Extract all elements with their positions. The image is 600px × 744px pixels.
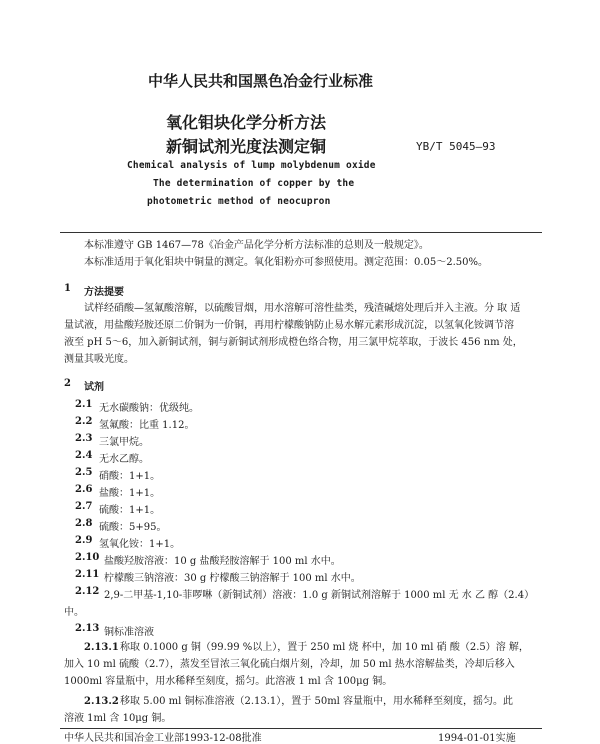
subitem-text-line: 称取 0.1000 g 铜（99.99 %以上），置于 250 ml 烧 杯中，加 10 ml 硝 酸（2.5）溶 解，: [120, 642, 529, 653]
item-text: 铜标准溶液: [104, 627, 154, 638]
item-text: 硝酸：1+1。: [99, 471, 161, 482]
item-number: 2.3: [75, 433, 93, 444]
section1-text-line: 测量其吸光度。: [64, 354, 134, 365]
section1-number: 1: [64, 283, 71, 294]
section1-heading: 方法提要: [84, 287, 124, 298]
item-number: 2.8: [75, 518, 93, 529]
subitem-number: 2.13.1: [84, 642, 119, 653]
intro-line2: 本标准适用于氧化钼块中铜量的测定。氧化钼粉亦可参照使用。测定范围：0.05～2.50%。: [84, 257, 489, 268]
item-text: 无水碳酸钠：优级纯。: [99, 403, 199, 414]
approval-statement: 中华人民共和国冶金工业部1993-12-08批准: [64, 733, 262, 744]
english-title-line1: Chemical analysis of lump molybdenum oxide: [127, 160, 376, 171]
item-number: 2.12: [75, 586, 100, 597]
standard-code: YB/T 5045—93: [416, 140, 496, 153]
document-header: 中华人民共和国黑色冶金行业标准: [148, 72, 374, 90]
intro-line1: 本标准遵守 GB 1467—78《冶金产品化学分析方法标准的总则及一般规定》。: [84, 240, 429, 251]
item-text: 盐酸羟胺溶液：10 g 盐酸羟胺溶解于 100 ml 水中。: [104, 556, 341, 567]
effective-date: 1994-01-01实施: [438, 733, 516, 744]
section1-text-line: 量试液，用盐酸羟胺还原二价铜为一价铜，再用柠檬酸钠防止易水解元素形成沉淀，以氢氧化铵调节溶: [64, 320, 514, 331]
subitem-text-line: 溶液 1ml 含 10μg 铜。: [64, 713, 172, 724]
item-number: 2.10: [75, 552, 100, 563]
subitem-text-line: 移取 5.00 ml 铜标准溶液（2.13.1），置于 50ml 容量瓶中，用水稀释至刻度，摇匀。此: [120, 696, 514, 707]
item-number: 2.11: [75, 569, 100, 580]
item-number: 2.7: [75, 501, 93, 512]
document-title-line2: 新铜试剂光度法测定铜: [166, 137, 327, 156]
item-number: 2.4: [75, 450, 93, 461]
item-number: 2.5: [75, 467, 93, 478]
item-text: 盐酸：1+1。: [99, 488, 161, 499]
section1-text-line: 液至 pH 5～6，加入新铜试剂，铜与新铜试剂形成橙色络合物，用三氯甲烷萃取，于波长 456 nm 处，: [64, 337, 523, 348]
document-title-line1: 氧化钼块化学分析方法: [166, 113, 327, 132]
section1-text-line: 试样经硝酸—氢氟酸溶解，以硫酸冒烟，用水溶解可溶性盐类，残渣碱熔处理后并入主液。分 取 适: [84, 303, 521, 314]
section2-number: 2: [64, 378, 71, 389]
item-number: 2.13: [75, 623, 100, 634]
item-text-continuation: 中。: [64, 607, 84, 618]
title-divider: [60, 232, 542, 233]
item-text: 氢氧化铵：1+1。: [99, 539, 181, 550]
item-text: 无水乙醇。: [99, 454, 149, 465]
subitem-text-line: 1000ml 容量瓶中，用水稀释至刻度，摇匀。此溶液 1 ml 含 100μg 铜。: [64, 676, 393, 687]
subitem-text-line: 加入 10 ml 硫酸（2.7），蒸发至冒浓三氧化硫白烟片刻，冷却，加 50 ml 热水溶解盐类，冷却后移入: [64, 659, 515, 670]
item-text: 三氯甲烷。: [99, 437, 149, 448]
item-text: 柠檬酸三钠溶液：30 g 柠檬酸三钠溶解于 100 ml 水中。: [104, 573, 361, 584]
item-text: 2,9-二甲基-1,10-菲啰啉（新铜试剂）溶液：1.0 g 新铜试剂溶解于 1000 ml 无 水 乙 醇（2.4）: [104, 590, 535, 601]
item-number: 2.1: [75, 399, 93, 410]
subitem-number: 2.13.2: [84, 696, 119, 707]
english-title-line3: photometric method of neocupron: [147, 196, 331, 207]
item-number: 2.9: [75, 535, 93, 546]
english-title-line2: The determination of copper by the: [153, 178, 355, 189]
item-text: 氢氟酸：比重 1.12。: [99, 420, 195, 431]
item-number: 2.2: [75, 416, 93, 427]
item-text: 硫酸：5+95。: [99, 522, 167, 533]
section2-heading: 试剂: [84, 382, 104, 393]
item-number: 2.6: [75, 484, 93, 495]
item-text: 硫酸：1+1。: [99, 505, 161, 516]
